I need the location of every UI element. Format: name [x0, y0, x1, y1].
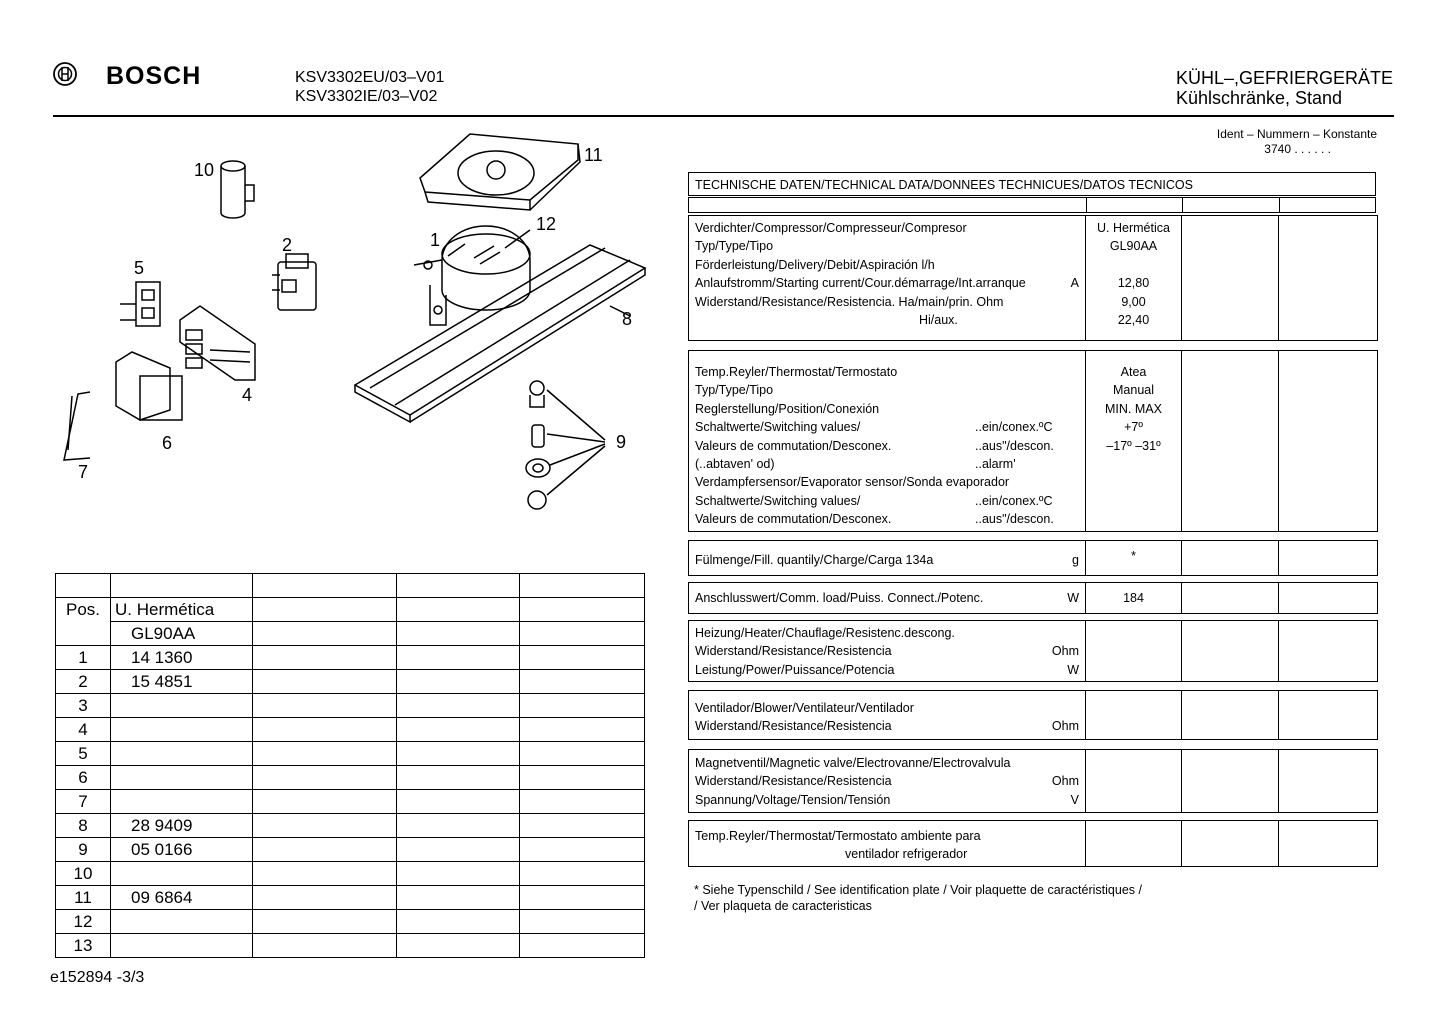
- valve-section: Magnetventil/Magnetic valve/Electrovanne/Electrovalvula Widerstand/Resistance/Resistencia Ohm Spannung/Voltage/Tension/Tensión V: [688, 749, 1378, 813]
- load-section: Anschlusswert/Comm. load/Puiss. Connect./Potenc. W 184: [688, 582, 1378, 614]
- table-row: 5: [56, 742, 645, 766]
- header-divider: [53, 115, 1394, 117]
- model-numbers: [295, 68, 444, 106]
- ident-value: 3740 . . . . . .: [1264, 142, 1331, 156]
- heater-section: Heizung/Heater/Chauflage/Resistenc.descong. Widerstand/Resistance/Resistencia Ohm Leistung/Power/Puissance/Potencia W: [688, 620, 1378, 682]
- table-row: 8 28 9409: [56, 814, 645, 838]
- table-row: 4: [56, 718, 645, 742]
- capacitor-part: [221, 161, 254, 218]
- footnote: * Siehe Typenschild / See identification plate / Voir plaquette de caractéristiques / / Ver plaqueta de caracteristicas: [694, 883, 1142, 913]
- table-row: 1 14 1360: [56, 646, 645, 670]
- brand-name: BOSCH: [106, 62, 202, 90]
- diagram-label: 1: [430, 230, 441, 250]
- blower-section: Ventilador/Blower/Ventilateur/Ventilador Widerstand/Resistance/Resistencia Ohm: [688, 690, 1378, 740]
- table-row: 2 15 4851: [56, 670, 645, 694]
- table-row: 10: [56, 862, 645, 886]
- ambient-thermostat-section: Temp.Reyler/Thermostat/Termostato ambiente para ventilador refrigerador: [688, 820, 1378, 867]
- document-title: [1176, 68, 1393, 108]
- title-line: Kühlschränke, Stand: [1175, 88, 1343, 108]
- switch-part: [116, 352, 182, 420]
- table-row: 9 05 0166: [56, 838, 645, 862]
- diagram-label: 8: [622, 309, 633, 329]
- diagram-label: 9: [616, 432, 627, 452]
- clip-part: [64, 392, 90, 460]
- cover-part: [420, 134, 580, 210]
- document-code: e152894 -3/3: [50, 969, 145, 986]
- diagram-label: 12: [536, 214, 557, 234]
- table-row: 11 09 6864: [56, 886, 645, 910]
- bosch-logo-icon: [53, 62, 77, 86]
- charge-section: Fülmenge/Fill. quantily/Charge/Carga 134a g *: [688, 540, 1378, 576]
- relay-part: [272, 254, 316, 310]
- thermostat-section: Temp.Reyler/Thermostat/Termostato Typ/Type/Tipo Reglerstellung/Position/Conexión Schaltwerte/Switching values/ ..ein/conex.ºC Valeurs de commutation/Desconex. ..aus"/descon. (..abtaven' od) ..alarm' Verdampfersensor/Evaporator sensor/Sonda evaporador Schaltwerte/Switching values/ ..ein/conex.ºC Valeurs de commutation/Desconex. ..aus"/descon. Atea Manual MIN. MAX +7º –17º –31º: [688, 350, 1378, 532]
- name-header: U. Hermética: [111, 598, 253, 622]
- table-header-row: [56, 598, 645, 622]
- model-header: GL90AA: [111, 622, 253, 646]
- table-row: 6: [56, 766, 645, 790]
- diagram-label: 4: [242, 385, 253, 405]
- compressor-section: Verdichter/Compressor/Compresseur/Compresor Typ/Type/Tipo Förderleistung/Delivery/Debit/Aspiración l/h Anlaufstromm/Starting current/Cour.démarrage/Int.arranque A Widerstand/Resistance/Resistencia. Ha/main/prin. Ohm Hi/aux. U. Hermética GL90AA 12,80 9,00 22,40: [688, 215, 1378, 341]
- diagram-label: 6: [162, 433, 173, 453]
- pos-header: Pos.: [56, 598, 111, 622]
- base-rail-part: [355, 245, 645, 422]
- diagram-label: 10: [194, 160, 215, 180]
- tech-data-subheader: [688, 197, 1376, 213]
- ident-block: [1180, 127, 1377, 157]
- parts-table: [55, 573, 645, 958]
- tech-data-heading: TECHNISCHE DATEN/TECHNICAL DATA/DONNEES TECHNICUES/DATOS TECNICOS: [688, 172, 1376, 196]
- table-row: [56, 574, 645, 598]
- table-row: 7: [56, 790, 645, 814]
- diagram-label: 7: [78, 462, 89, 482]
- diagram-label: 2: [282, 235, 293, 255]
- exploded-parts-diagram: [50, 130, 670, 530]
- table-row: 3: [56, 694, 645, 718]
- control-box-part: [180, 306, 255, 380]
- model-number: KSV3302EU/03–V01: [295, 69, 445, 86]
- ident-label: Ident – Nummern – Konstante: [1216, 127, 1377, 141]
- diagram-label: 11: [584, 145, 603, 165]
- diagram-labels: [78, 145, 632, 482]
- table-row: 12: [56, 910, 645, 934]
- diagram-label: 5: [134, 258, 145, 278]
- table-header-row: [56, 622, 645, 646]
- model-number: KSV3302IE/03–V02: [295, 88, 438, 105]
- table-row: 13: [56, 934, 645, 958]
- fastener-part: [448, 230, 633, 509]
- title-line: KÜHL–,GEFRIERGERÄTE: [1175, 68, 1393, 88]
- terminal-part: [120, 282, 160, 326]
